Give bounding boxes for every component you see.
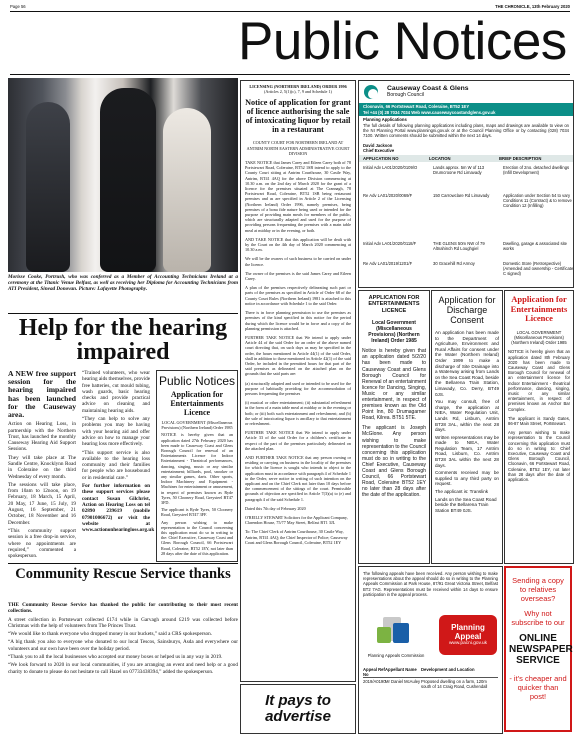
council-sub: Borough Council: [387, 92, 424, 98]
section-title: Public Notices: [238, 12, 567, 71]
licence-body1: TAKE NOTICE that James Carey and Eileen Carey both of 78 Portstewart Road, Coleraine, BT52 1SB intend to apply to the County Court sitting at Antrim Courthouse, 30 Castle Way, Antrim, BT41 4AQ for the above Division commencing at 10.30 a.m. on the 2nd day of March 2020 for the grant of a licence for the premises situated at The Crannagh, 78 Portstewart Road, Coleraine, BT52 1SB being restaurant premises and as are specified in Article 2 of the Licensing (Northern Ireland) Order 1996, namely premises, being premises of a bona fide nature being used or intended for the purpose of providing main meals for members of the public, which are structurally adapted and used for the purpose of providing persons frequenting the premises with a main table meal at midday or in the evening, or both.: [245, 160, 351, 233]
header-rule-bottom: [10, 74, 570, 75]
small-ad-body: NOTICE is hereby given that an application dated 27th February 2020 has been made to Causeway Coast and Glens Borough Council for renewal of an Entertainments Licence for Indoor Entertainment - Theatrical performances, dancing, singing, music or any similar entertainment; billiards, pool, snooker or any similar games, darts. Other sports, Indoor Machinery and Equipment - Machines for entertainment or amusement, in respect of premises known as Ryde Tyres, 50 Cloonery Road, Greysteel BT47 3FD.: [161, 432, 233, 506]
story-help-col1: [8, 370, 76, 561]
story-community-body: [8, 602, 238, 677]
story-community-p2: A street collection in Portstewart collected £174 while in Garvagh around £219 was collected before Christmas with the help of volunteers from The Princes Trust.: [8, 616, 238, 629]
small-ad: [156, 370, 238, 562]
licence-dated: Dated this 7th day of February 2020: [245, 505, 306, 511]
community-divider: [8, 563, 238, 564]
small-ad-heading: Application for Entertainments Licence: [170, 390, 224, 417]
ad-newspaper-line4: - it's cheaper and quicker than post!: [509, 674, 567, 701]
row-loc: Lands approx. 5m W of 113 Drumcroone Rd Limavady: [433, 165, 485, 176]
table-row: [359, 164, 573, 192]
row-loc: 30 Gracehill Rd Armoy: [433, 261, 475, 266]
col-application: APPLICATION NO: [363, 156, 399, 161]
story-help-p2: Action on Hearing Loss, in partnership with the Northern Trust, has launched the monthly Causeway Hearing Aid Support Sessions.: [8, 421, 76, 453]
notice-right-objections: Any person wishing to make representation to the Council concerning this application must do so in writing to: Chief Executive, Causeway Coast and Glens Borough Council, Cloonavin, 66 Portstewart Road, Coleraine, BT52 1EY, not later than 28 days after the date of application.: [508, 430, 570, 483]
planning-appeal-badge: [439, 615, 497, 655]
row-app: Initial Adv LA01/2020/0118/F: [363, 241, 417, 246]
row-app: Re Adv LA01/2019/1201/F: [363, 261, 413, 266]
story-community-p5: “Thank you to all the local businesses who accepted our money boxes or helped us in any way in 2019.: [8, 654, 223, 661]
notice-right-heading: Application for Entertainments Licence: [510, 294, 568, 324]
newspaper-line: THE CHRONICLE, 13th February 2020: [495, 4, 570, 9]
licence-signed: O'REILLY STEWART Solicitors for the Applicant Company, Clarendon House, 75/77 May Street, Belfast BT1 3JL: [245, 515, 348, 526]
ad-newspaper: [504, 566, 572, 732]
appeal-ref: 2019/A0190: [363, 679, 386, 684]
notice-entertainments: [358, 290, 430, 564]
appeal-dev: Proposed dwelling on a farm, 120m south of 14 Craig Road, Cushendall: [421, 679, 488, 690]
page-number: Page 56: [10, 4, 26, 9]
col-description: BRIEF DESCRIPTION: [499, 156, 542, 161]
small-ad-title: Public Notices: [158, 374, 236, 388]
licence-body9: FURTHER TAKE NOTICE that We intend to apply under Article 33 of the said Order for a children's certificate in respect of the part of the premises particularly delineated on the attached plan.: [245, 430, 351, 451]
table-row: [359, 192, 573, 240]
planning-appeal-badge-text: Planning Appeal: [451, 623, 485, 641]
licence-body4: The owner of the premises is the said James Carey and Eileen Carey.: [245, 270, 351, 282]
licence-title: LICENSING (NORTHERN IRELAND) ORDER 1996: [249, 84, 347, 89]
story-community-headline: Community Rescue Service thanks: [15, 566, 231, 582]
row-app: Initial Adv LA01/2020/0109/O: [363, 165, 418, 170]
licence-notice: [240, 80, 356, 682]
ad-newspaper-line2: Why not subscribe to our: [511, 609, 565, 627]
notice-discharge-comments: Comments received may be supplied to any third party on request.: [435, 470, 499, 487]
notice-ent-applicant: The applicant is Joseph McGlone. Any person wishing to make representation to the Council concerning this application must do so in writing to the Chief Executive, Causeway Coast and Glens Borough Council, 66 Portstewart Road, Coleraine BT52 1EY no later than 28 days after the date of the application.: [362, 425, 426, 499]
col-appeal-ref: Appeal Ref No: [363, 667, 385, 678]
notice-discharge-body: An application has been made to the Department of Agriculture, Environment and Rural Affairs for consent under the Water (Northern Ireland) Order 1999 to make a discharge of Site Drainage into a Waterway arising from Lands on the Sea Coast Road, beside the Bellarena Train Station, Limavady, Co. Derry, BT49 0JS.: [435, 330, 499, 397]
ad-pays-box: [240, 684, 356, 734]
notice-discharge-written: Written representations may be made to NIEA, Water Regulation Team, 17 Antrim Road, Lisburn, Co. Antrim BT28 3AL within the next 28 days.: [435, 434, 499, 468]
notice-discharge-applicant: The applicant is: Translink: [435, 489, 489, 495]
story-help-p3: They will take place at The Sandle Centre, Knocklynn Road in Coleraine on the third Wednesday of every month.: [8, 454, 76, 480]
story-help-col2: [82, 370, 155, 535]
small-ad-sub: LOCAL GOVERNMENT (Miscellaneous Provisions) (Northern Ireland) Order 1985: [161, 420, 233, 431]
notice-right-applicant: The applicant is Sandy Gates, 86-87 Main Street, Portstewart.: [508, 415, 570, 427]
story-help-p8: “This support service is also available to the hearing loss community and their families for people who are housebound or in residential care.”: [82, 449, 150, 481]
signatory-title: Chief Executive: [363, 148, 395, 153]
ad-newspaper-line1: Sending a copy to relatives overseas?: [512, 576, 564, 603]
planning-appeal-body: The following appeals have been received. Any person wishing to make representations about the appeal should do so in writing to the Planning Appeals Commission at Park House, 87/91 Great Victoria Street, Belfast BT2 7AG. Representations must be received within 14 days to ensure participation in the appeal process.: [363, 571, 498, 597]
licence-court: COUNTY COURT FOR NORTHERN IRELAND AT ANTRIM NORTH EASTERN ADMINISTRATIVE COURT DIVISION: [246, 140, 350, 156]
appeal-name: Mr Daniel McAuley: [385, 679, 421, 684]
council-logo-icon: [364, 85, 384, 103]
notice-right-body: NOTICE is hereby given that an application dated 8th February 2020 has been made to Causeway Coast and Glens Borough Council for renewal of an entertainment licence for Indoor Entertainment - theatrical performance, dancing, singing, music or any similar entertainment, in respect of premises known as Anchor Bar Complex.: [508, 349, 570, 412]
notice-discharge-location: Lands on the Sea Coast Road beside the Bellarena Train Station BT49 0JS.: [435, 496, 497, 513]
licence-body6: There is in force planning permission to use the premises as premises of the kind specified in this notice for the period during which the licence would be in force and a copy of the planning permission is attached.: [245, 310, 351, 331]
planning-appeal-box: [358, 566, 503, 734]
signatory: David Jackson: [363, 143, 393, 148]
story-help-lead: A NEW free support session for the hearing impaired has been launched for the Causeway area.: [8, 369, 76, 420]
row-desc: Domestic Store (Retrospective) (Amended and ownership - Certificate C signed): [503, 261, 574, 277]
col-location: LOCATION: [429, 156, 451, 161]
licence-body2: AND TAKE NOTICE that this application will be dealt with by the Court on the 4th day of March 2020 commencing at 10.30 a.m.: [245, 236, 351, 253]
notice-ent-body: Notice is hereby given that an application dated 5/2/20 has been made to Causeway Coast and Glens Borough Council for Renewal of an entertainment licence for Dancing, Singing, Music or any similar entertainment, in respect of premises known as the Old Point Inn, 80 Drumagarner Road, Kilrea. BT51 5TE.: [362, 348, 426, 422]
appeal-table-row: [363, 679, 498, 689]
licence-to: To: The Chief Clerk of Antrim Courthouse, 30 Castle Way, Antrim, BT41 4AQ; the Chief Inspector of Police; Causeway Coast and Glens Borough Council, Coleraine, BT52 1EY: [245, 529, 348, 545]
row-app: Re Adv LA01/2020/0069/F: [363, 193, 413, 198]
notice-ent-heading: APPLICATION FOR ENTERTAINMENTS LICENCE: [368, 295, 420, 314]
story-help-p7: “They can help to solve any problems you may be having with your hearing aid and offer advice on how to manage your hearing loss more effectively.: [82, 416, 150, 448]
col-appellant: Appellant Name: [385, 667, 417, 672]
notice-discharge-details: You may consult, free of charge, the application at NIEA, Water Regulation Unit, Lands Rd, Lisburn, Antrim BT28 3AL, within the next 28 days.: [435, 399, 499, 433]
planning-section: Planning Applications: [363, 117, 407, 122]
ad-pays-text: It pays to advertise: [265, 692, 331, 725]
pac-logo-icon: [371, 617, 421, 649]
planning-intro: The full details of following planning applications including plans, maps and drawings are available to view on the NI Planning Portal www.planningni.gov.uk or at the Council Planning Office or by contacting (028) 7034 7100. Written comments should be submitted within the next 14 days.: [363, 123, 569, 139]
council-name: Causeway Coast & Glens: [387, 85, 469, 92]
story-community-lead: THE Community Rescue Service has thanked the public for contributing to their most recent collections.: [8, 602, 238, 615]
story-help-headline: Help for the hearing impaired: [18, 315, 228, 365]
story-community-p6: “We look forward to 2020 in our local communities, if you are arranging an event and need help or a good charity to donate to please do not hesitate to call Hazel on 07733438394,” added the spokesperson.: [8, 662, 238, 675]
story-help-p5: “This community support session is a free drop-in service, where no appointments are required,” commented a spokesperson.: [8, 527, 76, 560]
licence-body5: A plan of the premises respectively delineating such part or parts of the premises as specified in Article of Order 68 of the County Court Rules (Northern Ireland) 1981 is attached to this notice in accordance with Schedule 1 to the said Order.: [245, 285, 351, 306]
story-community-p4: “A big thank you also to everyone who donated to our local Tescos, Sainsburys, Asda and everywhere our volunteers and our own have been over the holiday period.: [8, 639, 238, 652]
row-loc: THE GLENS 50m NW of 79 Altnahinch Rd Loughgiel: [433, 241, 485, 252]
licence-body7: FURTHER TAKE NOTICE that We intend to apply under Article 44 of the said Order for an order of the above named court directing that, on such days as may be specified in the order, the hours mentioned in Article 44(1) of the said Order, shall in addition to those mentioned in Article 42(1) of the said Order, be included in the permitted hours for that part of the said premises as delineated on the attached plan on the grounds that the said parts are:: [245, 334, 351, 377]
council-box: [358, 80, 574, 288]
story-community-p3: “We would like to thank everyone who dropped money in our buckets,” said a CRS spokesperson.: [8, 631, 213, 638]
col-development: Development and Location: [421, 667, 475, 672]
table-row: [359, 240, 573, 260]
small-ad-objections: Any person wishing to make representation to the Council concerning this application must do so in writing to the: Chief Executive, Causeway Coast and Glens Borough Council, 66 Portstewart Road, Coleraine, BT52 1EY, not later than 28 days after the date of this application.: [161, 519, 233, 556]
licence-subtitle: (Articles 2, 5(1)(c), 7, 9 and Schedule 1): [264, 89, 332, 95]
planning-table-header: [359, 155, 573, 162]
pac-commission: Planning Appeals Commission: [367, 653, 425, 658]
row-loc: 150 Carrowclare Rd Limavady: [433, 193, 490, 198]
row-desc: Erection of 2no. detached dwellings (Infill Development): [503, 165, 570, 176]
ceremony-photo: [8, 78, 238, 272]
notice-ent-act: Local Government (Miscellaneous Provisions) (Northern Ireland) Order 1985: [368, 320, 420, 345]
row-desc: Dwelling, garage & associated site works: [503, 241, 568, 252]
story-help-p6: “Trained volunteers, who wear hearing aids themselves, provide free batteries, cut mould tubing, wash guards, basic hearing checks and provide practical advice on cleaning and maintaining hearing aids.: [82, 370, 150, 414]
appeal-table-header: [363, 667, 498, 678]
story-help-p4: The sessions will take place, from 10am to 12noon, on 19 February, 18 March, 15 April, 20 May, 17 June, 15 July, 19 August, 16 September, 21 October, 18 November and 16 December.: [8, 481, 76, 526]
ad-newspaper-line3: ONLINE NEWSPAPER SERVICE: [509, 633, 573, 666]
planning-appeal-site: www.pacni.gov.uk: [448, 641, 488, 646]
licence-body10: AND FURTHER TAKE NOTICE that any person owning or residing or carrying on business in the locality of the premises for which the licence is sought who intends to object to the application must in accordance with paragraph 4 of Schedule 1 to the Order, serve notice in writing of such intention on the applicant and on the Chief Clerk not later than 10 days before the commencement of the sittings of the court. Permissible grounds of objection are specified in Article 7(3)(a) to (e) and paragraph 4 of the said Schedule 1.: [245, 454, 351, 502]
row-desc: Application under Section 54 to vary Conditions 11 (Contract) & to remove Condition 12 (Infilling): [503, 193, 572, 209]
story-help-p9: For further information on these support services please contact Susan Gilchrist, Action on Hearing Loss on tel 02890 239619 (mobile 07901006672) or visit the website at www.actiononhearingloss.org.uk: [82, 483, 155, 534]
council-contact: Tel +44 (0) 28 7034 7034 Web www.causewaycoastandglens.gov.uk: [359, 109, 573, 116]
notice-right: [504, 290, 574, 564]
licence-list: (i) musical or other entertainment; (ii) substantial refreshment in the form of a main table meal at midday or in the evening or both; or (iii) both such entertainment and refreshment; and (b) the sale of intoxicating liquor is ancillary to that entertainment or refreshment.: [245, 400, 351, 426]
council-address: Cloonavin, 66 Portstewart Road, Coleraine, BT52 1EY: [359, 103, 573, 110]
licence-body8: (a) structurally adapted and used or intended to be used for the purpose of habitually providing for the accommodation of persons frequenting the premises: [245, 380, 351, 396]
photo-caption: Morisse Cooke, Portrush, who was conferred as a Member of Accounting Technicians Ireland at a ceremony at the Titanic Venue Belfast, as well as receiving her Diploma for Accounting Technicians from ATI President, Sinead Donovan. Picture: Lafayette Photography.: [8, 274, 238, 293]
notice-right-act: LOCAL GOVERNMENT (Miscellaneous Provisions) (Northern Ireland) Order 1985: [511, 329, 567, 346]
table-row: [359, 260, 573, 278]
licence-headline: Notice of application for grant of licence authorising the sale of intoxicating liquor by retail in a restaurant: [245, 98, 351, 135]
notice-discharge: [431, 290, 503, 564]
licence-body3: We will be the owners of such business to be carried on under the licence.: [245, 256, 351, 267]
notice-discharge-heading: Application for Discharge Consent: [438, 295, 496, 325]
planning-table: [359, 164, 573, 278]
story-divider: [8, 313, 238, 314]
small-ad-applicant: The applicant is Ryde Tyres, 50 Cloonery Road, Greysteel BT47 3FF.: [161, 507, 233, 518]
